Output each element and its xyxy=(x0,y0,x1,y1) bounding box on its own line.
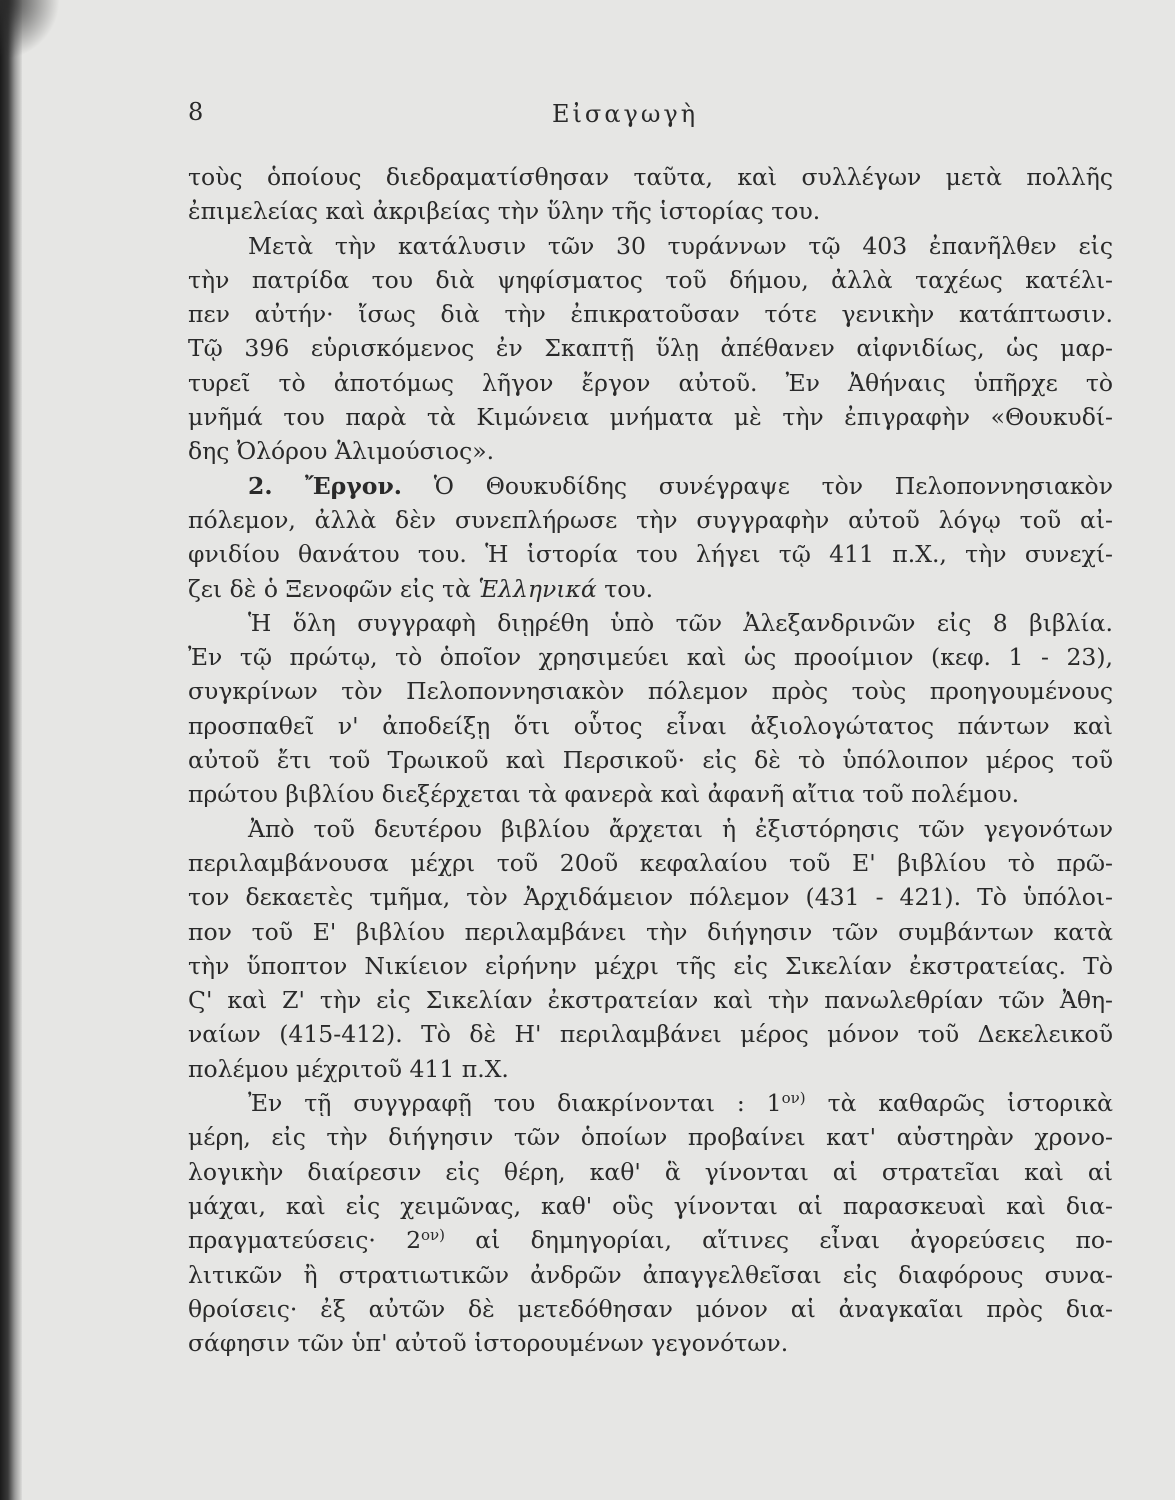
text-line: Ἡ ὅλη συγγραφὴ διῃρέθη ὑπὸ τῶν Ἀλεξανδρινῶν εἰς 8 βιβλία. xyxy=(248,608,1113,637)
ordinal-suffix: ον) xyxy=(421,1226,446,1245)
text-line: πόλεμον, ἀλλὰ δὲν συνεπλήρωσε τὴν συγγραφὴν αὐτοῦ λόγῳ τοῦ αἰ- xyxy=(188,505,1113,534)
section-heading-text: Ὁ Θουκυδίδης συνέγραψε τὸν Πελοποννησιακὸν xyxy=(433,471,1113,500)
text-line: Ἐν τῷ πρώτῳ, τὸ ὁποῖον χρησιμεύει καὶ ὡς προοίμιον (κεφ. 1 - 23), xyxy=(188,643,1113,672)
text-line xyxy=(188,572,1113,606)
page-header xyxy=(0,98,1175,138)
first-marker: $1^{o\nu)}$ xyxy=(766,1089,806,1118)
page-number: 8 xyxy=(188,98,204,126)
text-line xyxy=(188,1086,1113,1120)
text-segment: πραγματεύσεις· xyxy=(188,1226,376,1255)
corner-shadow xyxy=(0,0,60,60)
body-text xyxy=(188,160,1113,1360)
page-binding-shadow xyxy=(0,0,22,1500)
text-line: τυρεῖ τὸ ἀποτόμως λῆγον ἔργον αὐτοῦ. Ἐν Ἀθήναις ὑπῆρχε τὸ xyxy=(188,368,1113,397)
text-segment: Ἐν τῇ συγγραφῇ του διακρίνονται : xyxy=(248,1089,745,1118)
text-line: περιλαμβάνουσα μέχρι τοῦ 20οῦ κεφαλαίου τοῦ Ε' βιβλίου τὸ πρῶ- xyxy=(188,848,1113,877)
running-title: Εἰσαγωγὴ xyxy=(552,100,699,128)
text-line: λογικὴν διαίρεσιν εἰς θέρη, καθ' ἃ γίνονται αἱ στρατεῖαι καὶ αἱ xyxy=(188,1157,1113,1186)
text-line: προσπαθεῖ ν' ἀποδείξῃ ὅτι οὗτος εἶναι ἀξιολογώτατος πάντων καὶ xyxy=(188,711,1113,740)
section-heading-line xyxy=(188,469,1113,503)
text-line xyxy=(188,1223,1113,1257)
text-line: σάφησιν τῶν ὑπ' αὐτοῦ ἱστορουμένων γεγονότων. xyxy=(188,1329,789,1358)
text-line: πον τοῦ Ε' βιβλίου περιλαμβάνει τὴν διήγησιν τῶν συμβάντων κατὰ xyxy=(188,917,1113,946)
ordinal-suffix: ον) xyxy=(781,1089,806,1108)
text-line: πρώτου βιβλίου διεξέρχεται τὰ φανερὰ καὶ ἀφανῆ αἴτια τοῦ πολέμου. xyxy=(188,780,1020,809)
text-segment: του. xyxy=(604,574,654,603)
text-line: τον δεκαετὲς τμῆμα, τὸν Ἀρχιδάμειον πόλεμον (431 - 421). Τὸ ὑπόλοι- xyxy=(188,883,1113,912)
hellenika-title: Ἑλληνικά xyxy=(478,574,597,603)
text-line: συγκρίνων τὸν Πελοποννησιακὸν πόλεμον πρὸς τοὺς προηγουμένους xyxy=(188,677,1113,706)
text-line: θροίσεις· ἐξ αὐτῶν δὲ μετεδόθησαν μόνον αἱ ἀναγκαῖαι πρὸς δια- xyxy=(188,1294,1113,1323)
text-line: Τῷ 396 εὑρισκόμενος ἐν Σκαπτῇ ὕλῃ ἀπέθανεν αἰφνιδίως, ὡς μαρ- xyxy=(188,334,1113,363)
text-line: μέρη, εἰς τὴν διήγησιν τῶν ὁποίων προβαίνει κατ' αὐστηρὰν χρονο- xyxy=(188,1123,1113,1152)
text-line: μνῆμά του παρὰ τὰ Κιμώνεια μνήματα μὲ τὴν ἐπιγραφὴν «Θουκυδί- xyxy=(188,403,1113,432)
section-heading: 2. Ἔργον. xyxy=(248,471,402,500)
text-segment: τὰ καθαρῶς ἱστορικὰ xyxy=(827,1089,1113,1118)
text-line: Μετὰ τὴν κατάλυσιν τῶν 30 τυράννων τῷ 403 ἐπανῆλθεν εἰς xyxy=(248,231,1113,260)
text-segment: αἱ δημηγορίαι, αἵτινες εἶναι ἀγορεύσεις πο- xyxy=(475,1226,1113,1255)
text-line: Ἀπὸ τοῦ δευτέρου βιβλίου ἄρχεται ἡ ἐξιστόρησις τῶν γεγονότων xyxy=(248,814,1113,843)
text-line: τὴν πατρίδα του διὰ ψηφίσματος τοῦ δήμου, ἀλλὰ ταχέως κατέλι- xyxy=(188,265,1113,294)
text-line: λιτικῶν ἢ στρατιωτικῶν ἀνδρῶν ἀπαγγελθεῖσαι εἰς διαφόρους συνα- xyxy=(188,1260,1113,1289)
text-line: τὴν ὕποπτον Νικίειον εἰρήνην μέχρι τῆς εἰς Σικελίαν ἐκστρατείας. Τὸ xyxy=(188,951,1113,980)
text-line: ἐπιμελείας καὶ ἀκριβείας τὴν ὕλην τῆς ἱστορίας του. xyxy=(188,197,821,226)
text-line: τοὺς ὁποίους διεδραματίσθησαν ταῦτα, καὶ συλλέγων μετὰ πολλῆς xyxy=(188,163,1113,191)
text-segment: ζει δὲ ὁ Ξενοφῶν εἰς τὰ xyxy=(188,574,471,603)
text-line: πολέμου μέχριτοῦ 411 π.Χ. xyxy=(188,1054,509,1083)
text-line: μάχαι, καὶ εἰς χειμῶνας, καθ' οὓς γίνονται αἱ παρασκευαὶ καὶ δια- xyxy=(188,1191,1113,1220)
text-line: Ϛ' καὶ Ζ' τὴν εἰς Σικελίαν ἐκστρατείαν καὶ τὴν πανωλεθρίαν τῶν Ἀθη- xyxy=(188,986,1113,1015)
text-line: αὐτοῦ ἔτι τοῦ Τρωικοῦ καὶ Περσικοῦ· εἰς δὲ τὸ ὑπόλοιπον μέρος τοῦ xyxy=(188,746,1113,775)
text-line: φνιδίου θανάτου του. Ἡ ἱστορία του λήγει τῷ 411 π.Χ., τὴν συνεχί- xyxy=(188,540,1113,569)
text-line: δης Ὀλόρου Ἁλιμούσιος». xyxy=(188,437,495,466)
second-marker: $2^{o\nu)}$ xyxy=(406,1226,446,1255)
text-line: ναίων (415-412). Τὸ δὲ Η' περιλαμβάνει μέρος μόνον τοῦ Δεκελεικοῦ xyxy=(188,1020,1113,1049)
text-line: πεν αὐτήν· ἴσως διὰ τὴν ἐπικρατοῦσαν τότε γενικὴν κατάπτωσιν. xyxy=(188,300,1113,329)
